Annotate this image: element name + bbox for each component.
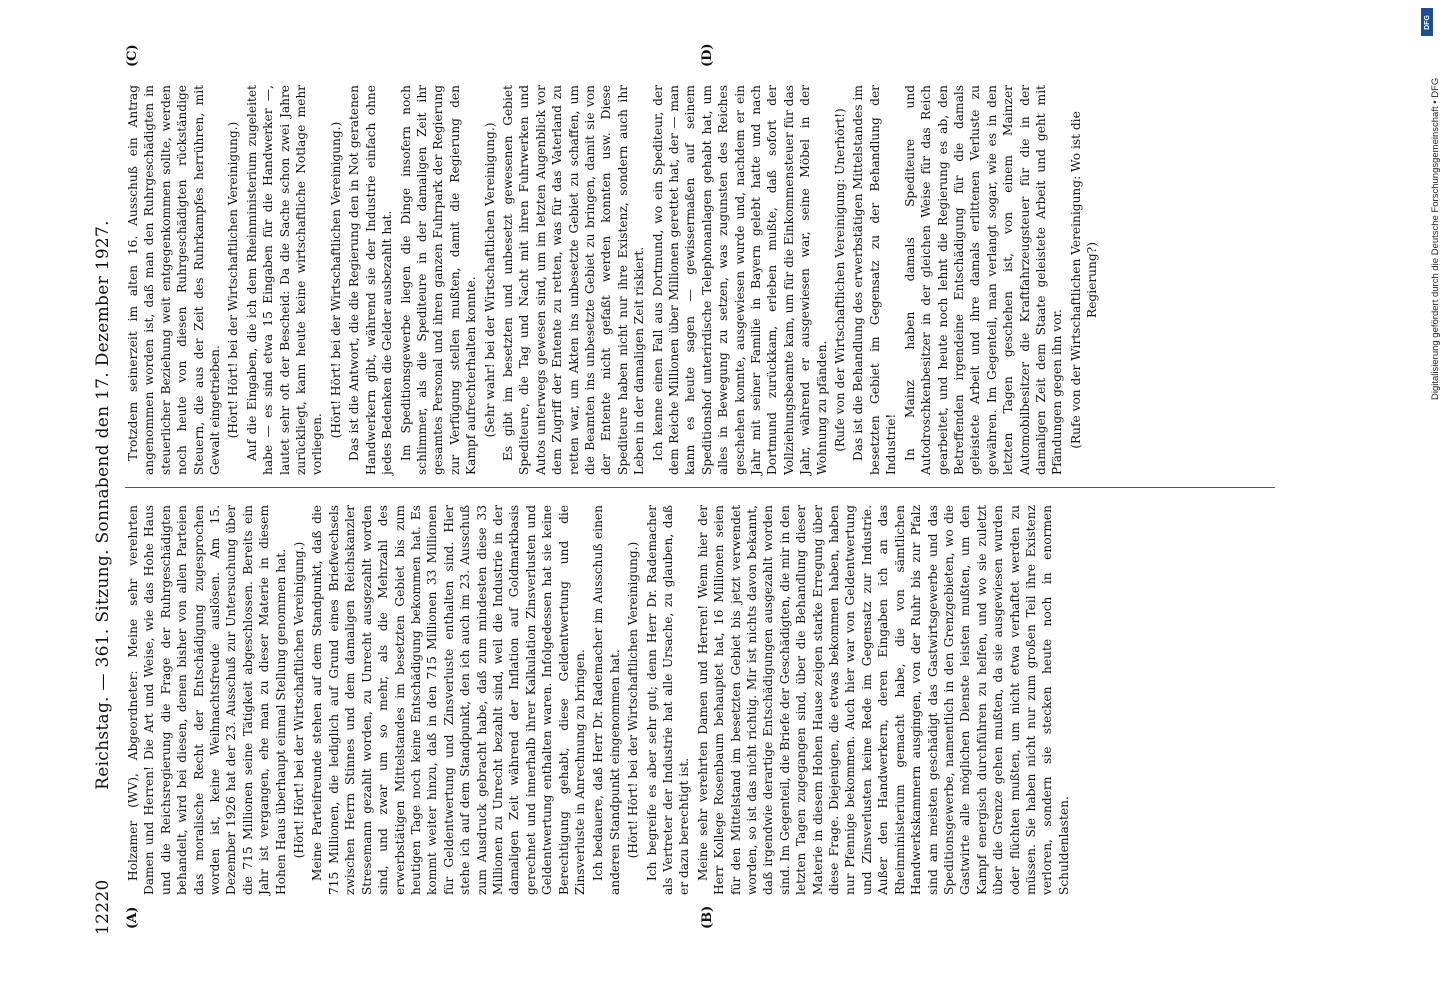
interjection: (Hört! Hört! bei der Wirtschaftlichen Vereinigung.): [328, 121, 343, 439]
interjection: (Hört! Hört! bei der Wirtschaftlichen Vereinigung.): [226, 121, 241, 439]
paragraph: Das ist die Behandlung des erwerbstätigen Mittelstandes im besetzten Gebiet im Gegensatz zu der Behandlung der Industrie!: [851, 85, 899, 475]
margin-marker-b: (B): [700, 905, 715, 929]
paragraph: Es gibt im besetzten und unbesetzt gewesenen Gebiet Spediteure, die Tag und Nacht mit ihren Fuhrwerken und Autos unterwegs gewesen sind, um im letzten Augenblick vor dem Zugriff der Entente zu retten, was für das Vaterland zu retten war, um Akten ins unbesetzte Gebiet zu schaffen, um die Beamten ins unbesetzte Gebiet zu bringen, damit sie von der Entente nicht gefaßt werden konnten usw. Diese Spediteure haben nicht nur ihre Existenz, sondern auch ihr Leben in der damaligen Zeit riskiert.: [500, 85, 647, 475]
left-column: [125, 505, 1275, 895]
paragraph: Ich bedauere, daß Herr Dr. Rademacher im Ausschuß einen anderen Standpunkt eingenommen hat.: [591, 505, 622, 895]
interjection: (Sehr wahr! bei der Wirtschaftlichen Vereinigung.): [482, 122, 497, 438]
digitization-sidebar: [1416, 10, 1441, 990]
text-columns: [125, 43, 1275, 929]
dfg-credit: Digitalisierung gefördert durch die Deutsche Forschungsgemeinschaft • DFG: [1430, 77, 1441, 400]
column-divider: [125, 487, 1275, 488]
paragraph: Ich kenne einen Fall aus Dortmund, wo ein Spediteur, der dem Reiche Millionen über Millionen gerettet hat, der — man kann es heute sagen — gewissermaßen auf seinem Speditionshof unterirdische Telephonanlagen gehabt hat, um alles in Bewegung zu setzen, was zugunsten des Reiches geschehen konnte, ausgewiesen wurde und, nachdem er ein Jahr mit seiner Familie in Bayern gelebt hatte und nach Dortmund zurückkam, erleben mußte, daß sofort der Vollziehungsbeamte kam, um für die Einkommensteuer für das Jahr, während er ausgewiesen war, seine Möbel in der Wohnung zu pfänden.: [650, 85, 829, 475]
running-title: Reichstag. — 361. Sitzung. Sonnabend den 17. Dezember 1927.: [93, 220, 113, 790]
interjection: (Rufe von der Wirtschaftlichen Vereinigung: Unerhört!): [833, 108, 848, 452]
paragraph: Holzamer (WV), Abgeordneter: Meine sehr verehrten Damen und Herren! Die Art und Weise, wie das Hohe Haus und die Reichsregierung die Frage der Ruhrgeschädigten behandelt, wird bei diesen, denen bisher von allen Parteien das moralische Recht der Entschädigung zugesprochen worden ist, keine Weihnachtsfreude auslösen. Am 15. Dezember 1926 hat der 23. Ausschuß zur Untersuchung über die 715 Millionen seine Tätigkeit abgeschlossen. Bereits ein Jahr ist vergangen, ehe man zu dieser Materie in diesem Hohen Haus überhaupt einmal Stellung genommen hat.: [126, 505, 288, 895]
interjection: (Hört! Hört! bei der Wirtschaftlichen Vereinigung.): [626, 541, 641, 859]
margin-marker-c: (C): [125, 44, 140, 67]
interjection: (Rufe von der Wirtschaftlichen Vereinigung: Wo ist die Regierung?): [1068, 111, 1100, 449]
dfg-logo: DFG: [1421, 8, 1433, 36]
paragraph: Meine sehr verehrten Damen und Herren! Wenn hier der Herr Kollege Rosenbaum behauptet hat, 16 Millionen seien für den Mittelstand im besetzten Gebiet bis jetzt verwendet worden, so ist das nicht richtig. Mir ist nichts davon bekannt, daß irgendwie derartige Entschädigungen ausgezahlt worden sind. Im Gegenteil, die Briefe der Geschädigten, die mir in den letzten Tagen zugegangen sind, über die Behandlung dieser Materie in diesem Hohen Hause zeigen starke Erregung über diese Frage. Diejenigen, die etwas bekommen haben, haben nur Pfennige bekommen. Auch hier war von Geldentwertung und Zinsverlusten keine Rede im Gegensatz zur Industrie. Außer den Handwerkern, deren Eingaben ich an das Rheinministerium gemacht habe, die von sämtlichen Handwerkskammern ausgingen, von der Ruhr bis zur Pfalz sind am meisten geschädigt das Gastwirtsgewerbe und das Speditionsgewerbe, namentlich in den Grenzgebieten, wo die Gastwirte alle möglichen Dienste leisten mußten, um den Kampf energisch durchführen zu helfen, und wo sie zuletzt über die Grenze gehen mußten, da sie ausgewiesen wurden oder flüchten mußten, um nicht etwa verhaftet werden zu müssen. Sie haben nicht nur zum großen Teil ihre Existenz verloren, sondern sie stecken heute noch in enormen Schuldenlasten.: [695, 505, 1071, 895]
paragraph: In Mainz haben damals Spediteure und Autodroschkenbesitzer in der gleichen Weise für das Reich gearbeitet, und heute noch lehnt die Regierung es ab, den Betreffenden irgendeine Entschädigung für die damals geleistete Arbeit und ihre damals erlittenen Verluste zu gewähren. Im Gegenteil, man verlangt sogar, wie es in den letzten Tagen geschehen ist, von einem Mainzer Automobilbesitzer die Kraftfahrzeugsteuer für die in der damaligen Zeit dem Staate geleistete Arbeit und geht mit Pfändungen gegen ihn vor.: [902, 85, 1065, 475]
paragraph: Meine Parteifreunde stehen auf dem Standpunkt, daß die 715 Millionen, die lediglich auf Grund eines Briefwechsels zwischen Herrn Stinnes und dem damaligen Reichskanzler Stresemann gezahlt worden, zu Unrecht ausgezahlt worden sind, und zwar um so mehr, als die Mehrzahl des erwerbstätigen Mittelstandes im besetzten Gebiet bis zum heutigen Tage noch keine Entschädigung bekommen hat. Es kommt weiter hinzu, daß in den 715 Millionen 33 Millionen für Geldentwertung und Zinsverluste enthalten sind. Hier stehe ich auf dem Standpunkt, den ich auch im 23. Ausschuß zum Ausdruck gebracht habe, daß zum mindesten diese 33 Millionen zu Unrecht bezahlt sind, weil die Industrie in der damaligen Zeit während der Inflation auf Goldmarkbasis gerechnet und innerhalb ihrer Kalkulation Zinsverlusten und Geldentwertung enthalten waren. Infolgedessen hat sie keine Berechtigung gehabt, diese Geldentwertung und die Zinsverluste in Anrechnung zu bringen.: [310, 505, 587, 895]
margin-marker-a: (A): [125, 906, 140, 929]
page-header: [90, 75, 116, 935]
right-column: [125, 85, 1275, 475]
paragraph: Das ist die Antwort, die die Regierung den in Not geratenen Handwerkern gibt, während sie der Industrie einfach ohne jedes Bedenken die Gelder ausbezahlt hat.: [347, 85, 395, 475]
rotated-page: [90, 43, 1280, 935]
paragraph: Im Speditionsgewerbe liegen die Dinge insofern noch schlimmer, als die Spediteure in der damaligen Zeit ihr gesamtes Personal und ihren ganzen Fuhrpark der Regierung zur Verfügung stellen mußten, damit die Regierung den Kampf aufrechterhalten konnte.: [398, 85, 479, 475]
margin-marker-d: (D): [700, 43, 715, 67]
paragraph: Ich begreife es aber sehr gut; denn Herr Dr. Rademacher als Vertreter der Industrie hat alle Ursache, zu glauben, daß er dazu berechtigt ist.: [644, 505, 692, 895]
interjection: (Hört! Hört! bei der Wirtschaftlichen Vereinigung.): [292, 541, 307, 859]
paragraph: Trotzdem seinerzeit im alten 16. Ausschuß ein Antrag angenommen worden ist, daß man den Ruhrgeschädigten in steuerlicher Beziehung weit entgegenkommen sollte, werden noch heute von diesen Ruhrgeschädigten rückständige Steuern, die aus der Zeit des Ruhrkampfes herrühren, mit Gewalt eingetrieben.: [126, 85, 223, 475]
paragraph: Auf die Eingaben, die ich dem Rheinministerium zugeleitet habe — es sind etwa 15 Eingaben für die Handwerker —, lautet sehr oft der Bescheid: Da die Sache schon zwei Jahre zurückliegt, kann heute keine wirtschaftliche Notlage mehr vorliegen.: [244, 85, 325, 475]
page-number: 12220: [93, 879, 113, 935]
